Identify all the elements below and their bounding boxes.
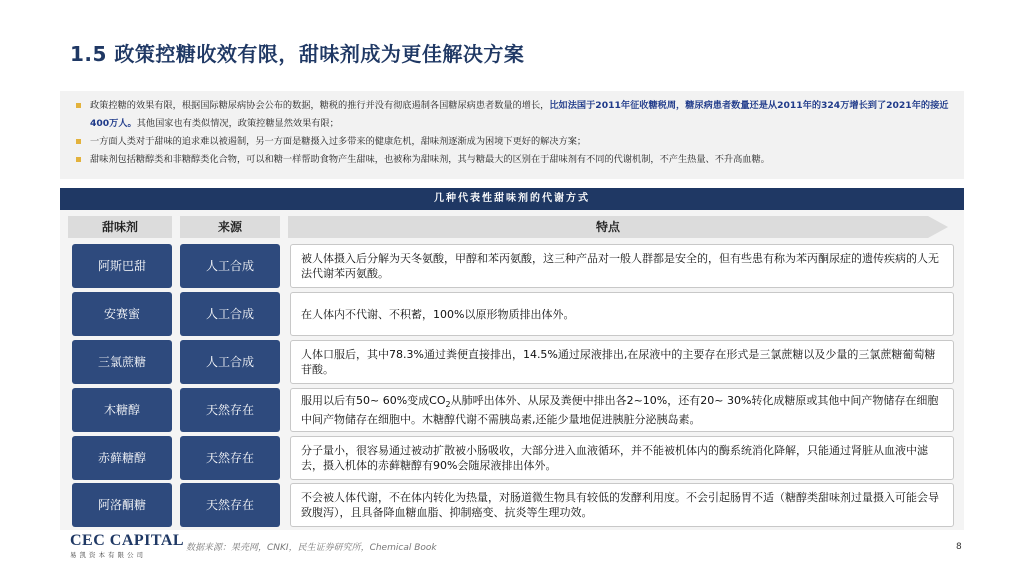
feature-text-pre: 服用以后有50~ 60%变成CO [301,393,446,407]
sweetener-name: 三氯蔗糖 [72,340,172,384]
bullet-highlight: 比如法国于2011年征收糖税周，糖尿病患者数量还是从2011年的324万增长到了2021年的接近400万人。 [90,100,949,129]
bullet-text: 一方面人类对于甜味的追求难以被遏制，另一方面是糖摄入过多带来的健康危机，甜味剂逐渐成为困境下更好的解决方案； [90,136,587,147]
table-row [68,436,956,480]
table-row [68,244,956,288]
feature-text: 不会被人体代谢，不在体内转化为热量，对肠道微生物具有较低的发酵利用度。不会引起肠胃不适（糖醇类甜味剂过量摄入可能会导致腹泻），且具备降血糖血脂、抑制癌变、抗炎等生理功效。 [301,491,939,519]
sweetener-source: 人工合成 [180,244,280,288]
table-row [68,292,956,336]
sweetener-name: 安赛蜜 [72,292,172,336]
feature-subscript: 2 [445,400,451,410]
bullet-item [76,97,950,133]
column-header-sweetener: 甜味剂 [68,216,172,238]
sweetener-source: 人工合成 [180,292,280,336]
company-logo [70,532,184,559]
sweetener-source: 天然存在 [180,436,280,480]
logo-subtitle: 易凯资本有限公司 [70,551,146,559]
bullet-text: 政策控糖的效果有限，根据国际糖尿病协会公布的数据，糖税的推行并没有彻底遏制各国糖尿病患者数量的增长， [90,100,550,111]
sweetener-feature [290,483,954,527]
feature-text: 人体口服后，其中78.3%通过粪便直接排出，14.5%通过尿液排出,在尿液中的主要存在形式是三氯蔗糖以及少量的三氯蔗糖葡萄糖苷酸。 [301,348,936,376]
feature-text: 被人体摄入后分解为天冬氨酸，甲醇和苯丙氨酸，这三种产品对一般人群都是安全的，但有些患有称为苯丙酮尿症的遗传疾病的人无法代谢苯丙氨酸。 [301,252,939,280]
bullet-tail: 其他国家也有类似情况，政策控糖显然效果有限； [136,118,339,129]
feature-text: 在人体内不代谢、不积蓄，100%以原形物质排出体外。 [301,307,575,321]
page-number: 8 [956,542,962,552]
table-row [68,340,956,384]
feature-text [301,393,943,427]
data-source-note: 数据来源：果壳网，CNKI，民生证券研究所，Chemical Book [186,543,437,553]
table-title: 几种代表性甜味剂的代谢方式 [60,188,964,210]
sweetener-source: 天然存在 [180,483,280,527]
logo-wordmark: CEC CAPITAL [70,532,185,549]
sweetener-source: 天然存在 [180,388,280,432]
feature-text: 分子量小，很容易通过被动扩散被小肠吸收，大部分进入血液循环，并不能被机体内的酶系统消化降解，只能通过肾脏从血液中滤去，摄入机体的赤藓糖醇有90%会随尿液排出体外。 [301,444,928,472]
sweetener-name: 木糖醇 [72,388,172,432]
bullet-item [76,133,950,151]
sweetener-feature [290,436,954,480]
sweetener-name: 阿洛酮糖 [72,483,172,527]
sweetener-feature [290,340,954,384]
page-title: 1.5 政策控糖收效有限，甜味剂成为更佳解决方案 [70,42,525,66]
feature-text-post: 从肺呼出体外、从尿及粪便中排出各2~10%，还有20~ 30%转化成糖原或其他中间产物储存在细胞中间产物储存在细胞中。木糖醇代谢不需胰岛素,还能少量地促进胰脏分泌胰岛素。 [301,393,939,427]
sweetener-feature [290,388,954,432]
sweetener-feature [290,292,954,336]
table-row [68,483,956,527]
sweetener-name: 赤藓糖醇 [72,436,172,480]
column-header-source: 来源 [180,216,280,238]
table-row [68,388,956,432]
summary-bullets [60,91,964,179]
sweetener-source: 人工合成 [180,340,280,384]
bullet-item [76,151,950,169]
header-arrow-tail [928,216,948,238]
bullet-text: 甜味剂包括糖醇类和非糖醇类化合物，可以和糖一样帮助食物产生甜味，也被称为甜味剂，其与糖最大的区别在于甜味剂有不同的代谢机制，不产生热量、不升高血糖。 [90,154,770,165]
sweetener-feature [290,244,954,288]
sweetener-name: 阿斯巴甜 [72,244,172,288]
column-header-feature: 特点 [288,216,928,238]
